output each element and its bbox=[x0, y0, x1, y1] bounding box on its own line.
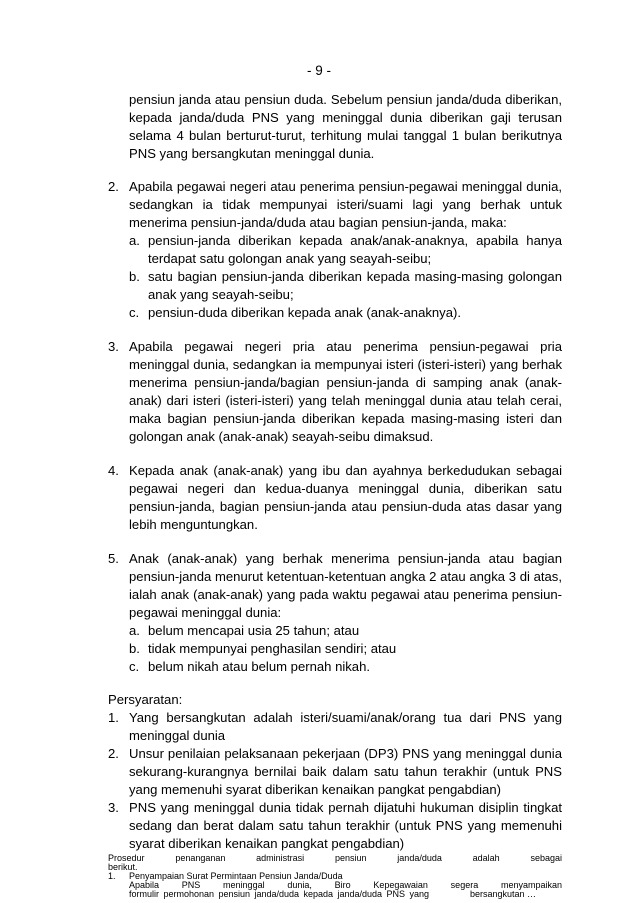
text-line: sedang dan berat dalam satu tahun terakhir (untuk PNS yang memenuhi bbox=[129, 818, 562, 833]
item-number: 1. bbox=[108, 871, 116, 881]
text-line: sekurang-kurangnya bernilai baik dalam satu tahun terakhir (untuk PNS bbox=[129, 764, 562, 779]
text-line: PNS yang bersangkutan meninggal dunia. bbox=[129, 146, 375, 161]
sub-label: b. bbox=[129, 641, 140, 656]
text-line: maka bagian pensiun-janda diberikan kepada masing-masing isteri dan bbox=[129, 411, 562, 426]
text-line: Apabila pegawai negeri pria atau penerima pensiun-pegawai pria bbox=[129, 339, 562, 354]
text-line: berikut. bbox=[108, 862, 138, 872]
text-line: ialah anak (anak-anak) yang pada waktu pegawai atau penerima pensiun- bbox=[129, 587, 562, 602]
text-line: yang memenuhi syarat diberikan kenaikan pangkat pengabdian) bbox=[129, 782, 501, 797]
text-line: pegawai negeri dan kedua-duanya meninggal dunia, diberikan satu bbox=[129, 481, 562, 496]
sub-label: c. bbox=[129, 659, 140, 674]
continuation-note: bersangkutan … bbox=[470, 889, 537, 899]
text-line: PNS yang meninggal dunia tidak pernah dijatuhi hukuman disiplin tingkat bbox=[129, 800, 562, 815]
item-number: 5. bbox=[108, 551, 119, 566]
item-number: 2. bbox=[108, 746, 119, 761]
sub-label: a. bbox=[129, 233, 140, 248]
text-line: tidak mempunyai penghasilan sendiri; atau bbox=[148, 641, 397, 656]
text-line: belum mencapai usia 25 tahun; atau bbox=[148, 623, 360, 638]
text-line: Prosedur penanganan administrasi pensiun janda/duda adalah sebagai bbox=[108, 853, 562, 863]
text-line: golongan anak (anak-anak) seayah-seibu dimaksud. bbox=[129, 429, 434, 444]
text-line: pensiun-janda menurut ketentuan-ketentuan angka 2 atau angka 3 di atas, bbox=[129, 569, 562, 584]
text-line: satu bagian pensiun-janda diberikan kepada masing-masing golongan bbox=[148, 269, 562, 284]
item-number: 2. bbox=[108, 179, 119, 194]
text-line: menerima pensiun-janda/bagian pensiun-janda di samping anak (anak- bbox=[129, 375, 562, 390]
text-line: Unsur penilaian pelaksanaan pekerjaan (DP3) PNS yang meninggal dunia bbox=[129, 746, 562, 761]
text-line: anak) dari isteri (isteri-isteri) yang telah meninggal dunia atau telah cerai, bbox=[129, 393, 562, 408]
text-line: Penyampaian Surat Permintaan Pensiun Janda/Duda bbox=[129, 871, 343, 881]
text-line: terdapat satu golongan anak yang seayah-seibu; bbox=[148, 251, 432, 266]
text-line: pegawai meninggal dunia: bbox=[129, 605, 282, 620]
text-line: Apabila PNS meninggal dunia, Biro Kepegawaian segera menyampaikan bbox=[129, 880, 562, 890]
item-number: 3. bbox=[108, 339, 119, 354]
text-line: sedangkan ia tidak mempunyai isteri/suami lagi yang berhak untuk bbox=[129, 197, 562, 212]
text-line: kepada janda/duda PNS yang meninggal dunia diberikan gaji terusan bbox=[129, 110, 562, 125]
text-line: menerima pensiun-janda/duda atau bagian pensiun-janda, maka: bbox=[129, 215, 507, 230]
text-line: Kepada anak (anak-anak) yang ibu dan ayahnya berkedudukan sebagai bbox=[129, 463, 562, 478]
item-number: 4. bbox=[108, 463, 119, 478]
text-line: pensiun janda atau pensiun duda. Sebelum pensiun janda/duda diberikan, bbox=[129, 92, 562, 107]
text-line: syarat diberikan kenaikan pangkat pengabdian) bbox=[129, 836, 405, 851]
sub-label: c. bbox=[129, 305, 140, 320]
text-line: selama 4 bulan berturut-turut, terhitung mulai tanggal 1 bulan berikutnya bbox=[129, 128, 562, 143]
text-line: Apabila pegawai negeri atau penerima pensiun-pegawai meninggal dunia, bbox=[129, 179, 562, 194]
text-line: meninggal dunia bbox=[129, 728, 226, 743]
text-line: Anak (anak-anak) yang berhak menerima pensiun-janda atau bagian bbox=[129, 551, 562, 566]
text-line: pensiun-janda, bagian pensiun-janda atau pensiun-duda atas dasar yang bbox=[129, 499, 562, 514]
text-line: anak yang seayah-seibu; bbox=[148, 287, 294, 302]
item-number: 3. bbox=[108, 800, 119, 815]
text-line: Yang bersangkutan adalah isteri/suami/anak/orang tua dari PNS yang bbox=[129, 710, 562, 725]
sub-label: a. bbox=[129, 623, 140, 638]
text-line: meninggal dunia, sedangkan ia mempunyai isteri (isteri-isteri) yang berhak bbox=[129, 357, 562, 372]
text-line: pensiun-janda diberikan kepada anak/anak-anaknya, apabila hanya bbox=[148, 233, 562, 248]
text-line: pensiun-duda diberikan kepada anak (anak-anaknya). bbox=[148, 305, 462, 320]
text-line: belum nikah atau belum pernah nikah. bbox=[148, 659, 371, 674]
page-number: - 9 - bbox=[306, 63, 331, 78]
item-number: 1. bbox=[108, 710, 119, 725]
sub-label: b. bbox=[129, 269, 140, 284]
text-line: formulir permohonan pensiun janda/duda kepada janda/duda PNS yang bbox=[129, 889, 429, 899]
text-line: lebih menguntungkan. bbox=[129, 517, 258, 532]
section-heading: Persyaratan: bbox=[108, 692, 183, 707]
